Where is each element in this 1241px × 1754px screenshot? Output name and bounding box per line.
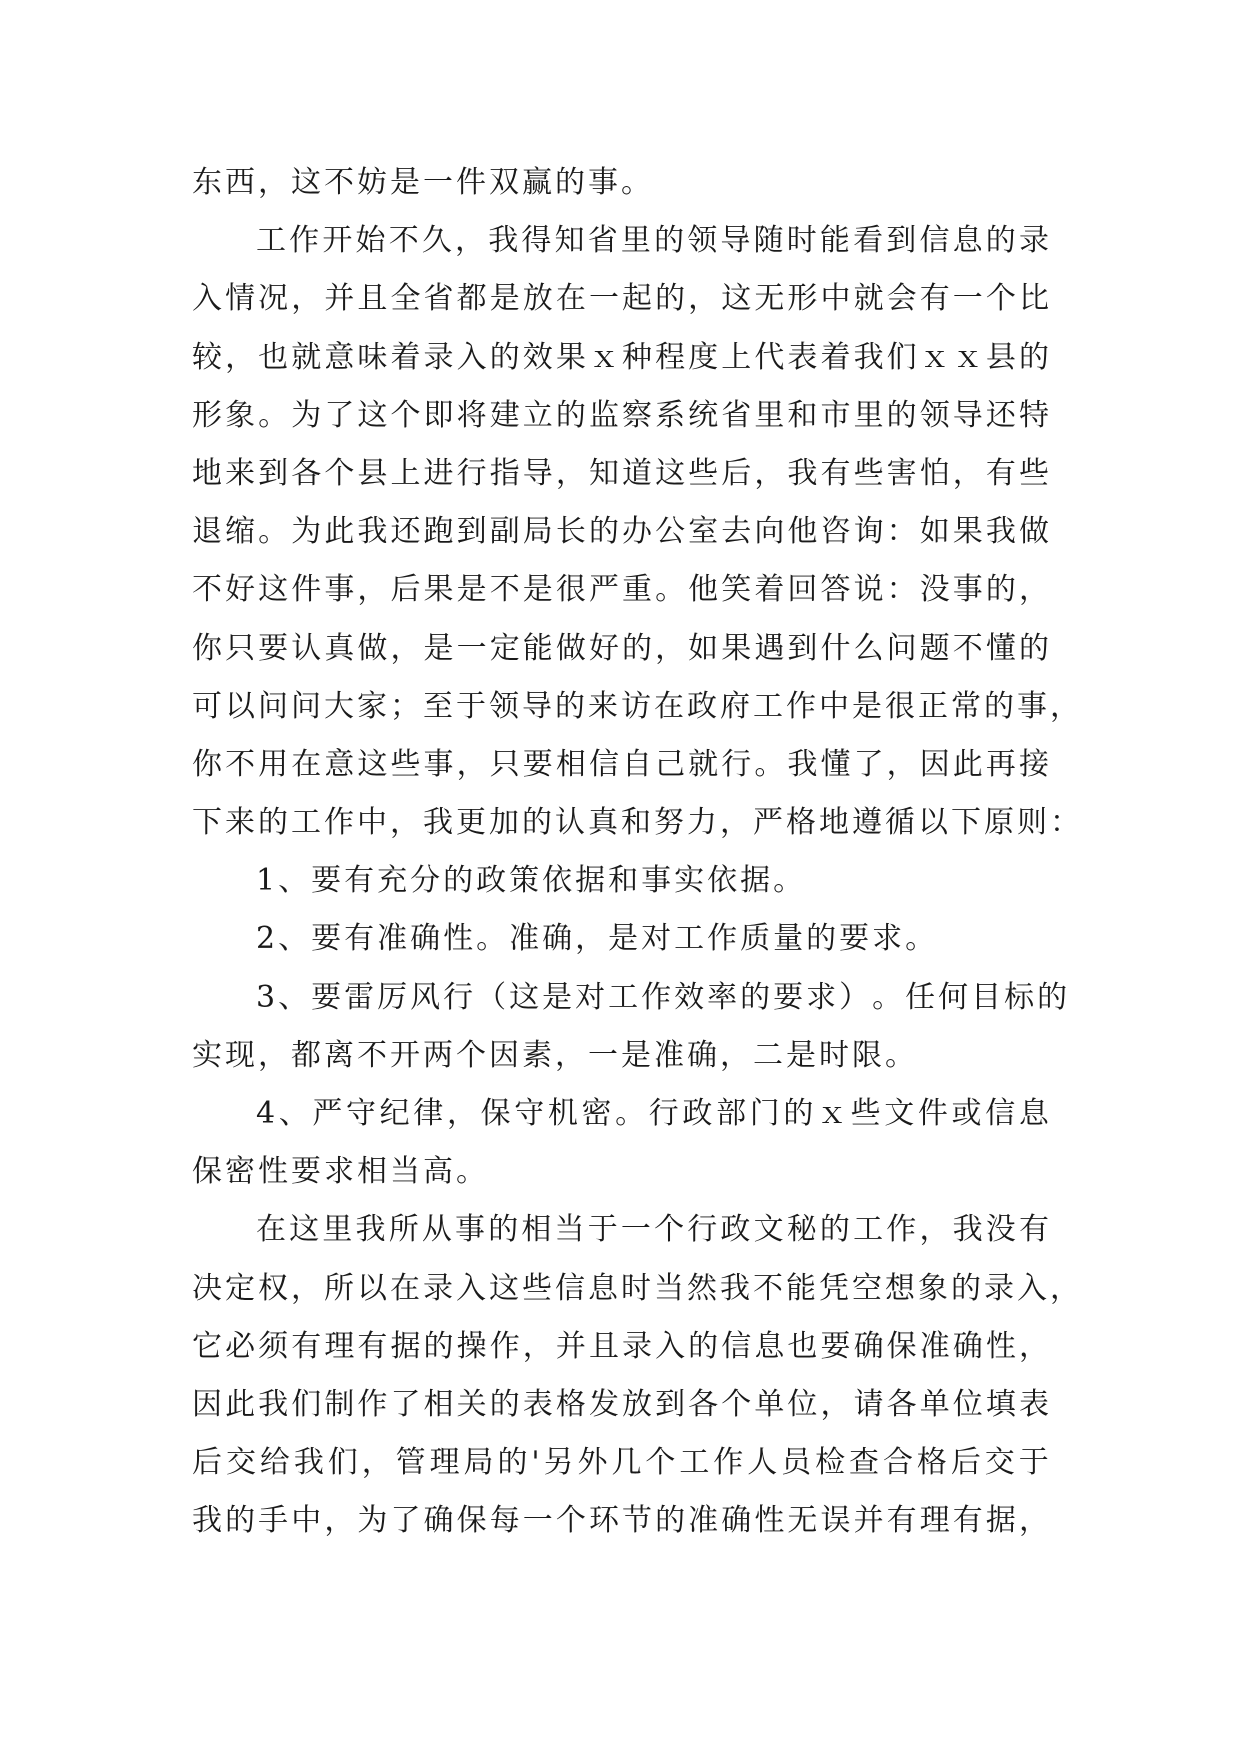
text-line: 因 此 我 们 制 作 了 相 关 的 表 格 发 放 到 各 个 单 位 ， 请 各 单 位 填 表 (192, 1386, 1052, 1422)
text-line: 工 作 开 始 不 久 ， 我 得 知 省 里 的 领 导 随 时 能 看 到 信 息 的 录 (256, 223, 1052, 259)
text-line: 退 缩 。 为 此 我 还 跑 到 副 局 长 的 办 公 室 去 向 他 咨 询 ： 如 果 我 做 (192, 514, 1052, 550)
text-line: 你 不 用 在 意 这 些 事 ， 只 要 相 信 自 己 就 行 。 我 懂 了 ， 因 此 再 接 (192, 746, 1052, 782)
document-body (192, 154, 1083, 1551)
text-line: 东西，这不妨是一件双赢的事。 (192, 165, 654, 200)
text-line: 形 象 。 为 了 这 个 即 将 建 立 的 监 察 系 统 省 里 和 市 里 的 领 导 还 特 (192, 397, 1052, 433)
text-line: 可 以 问 问 大 家 ； 至 于 领 导 的 来 访 在 政 府 工 作 中 是 很 正 常 的 事 ， (192, 688, 1083, 724)
text-line: 你 只 要 认 真 做 ， 是 一 定 能 做 好 的 ， 如 果 遇 到 什 么 问 题 不 懂 的 (192, 630, 1052, 666)
text-line: 地 来 到 各 个 县 上 进 行 指 导 ， 知 道 这 些 后 ， 我 有 些 害 怕 ， 有 些 (192, 455, 1052, 491)
text-line: 决 定 权 ， 所 以 在 录 入 这 些 信 息 时 当 然 我 不 能 凭 空 想 象 的 录 入 ， (192, 1270, 1083, 1306)
text-line: 较 ， 也 就 意 味 着 录 入 的 效 果 ｘ 种 程 度 上 代 表 着 我 们 ｘ ｘ 县 的 (192, 339, 1052, 375)
text-line: 我 的 手 中 ， 为 了 确 保 每 一 个 环 节 的 准 确 性 无 误 并 有 理 有 据 ， (192, 1503, 1052, 1539)
text-line: 1、要有充分的政策依据和事实依据。 (256, 863, 807, 899)
text-line: 不 好 这 件 事 ， 后 果 是 不 是 很 严 重 。 他 笑 着 回 答 说 ： 没 事 的 ， (192, 572, 1052, 608)
text-line: 入 情 况 ， 并 且 全 省 都 是 放 在 一 起 的 ， 这 无 形 中 就 会 有 一 个 比 (192, 281, 1052, 317)
text-line: 保密性要求相当高。 (192, 1154, 489, 1190)
text-line: 实现，都离不开两个因素，一是准确，二是时限。 (192, 1037, 918, 1073)
text-line: 在 这 里 我 所 从 事 的 相 当 于 一 个 行 政 文 秘 的 工 作 ， 我 没 有 (256, 1212, 1052, 1248)
text-line: 它 必 须 有 理 有 据 的 操 作 ， 并 且 录 入 的 信 息 也 要 确 保 准 确 性 ， (192, 1328, 1052, 1364)
text-line: 下来的工作中，我更加的认真和努力，严格地遵循以下原则： (192, 805, 1083, 841)
text-line: 2、要有准确性。准确，是对工作质量的要求。 (256, 921, 939, 957)
text-line: 后 交 给 我 们 ， 管 理 局 的 ' 另 外 几 个 工 作 人 员 检 查 合 格 后 交 于 (192, 1445, 1052, 1481)
text-line: 4 、 严 守 纪 律 ， 保 守 机 密 。 行 政 部 门 的 ｘ 些 文 件 或 信 息 (256, 1096, 1052, 1131)
text-line: 3 、 要 雷 厉 风 行 （ 这 是 对 工 作 效 率 的 要 求 ） 。 任 何 目 标 的 (256, 979, 1071, 1015)
